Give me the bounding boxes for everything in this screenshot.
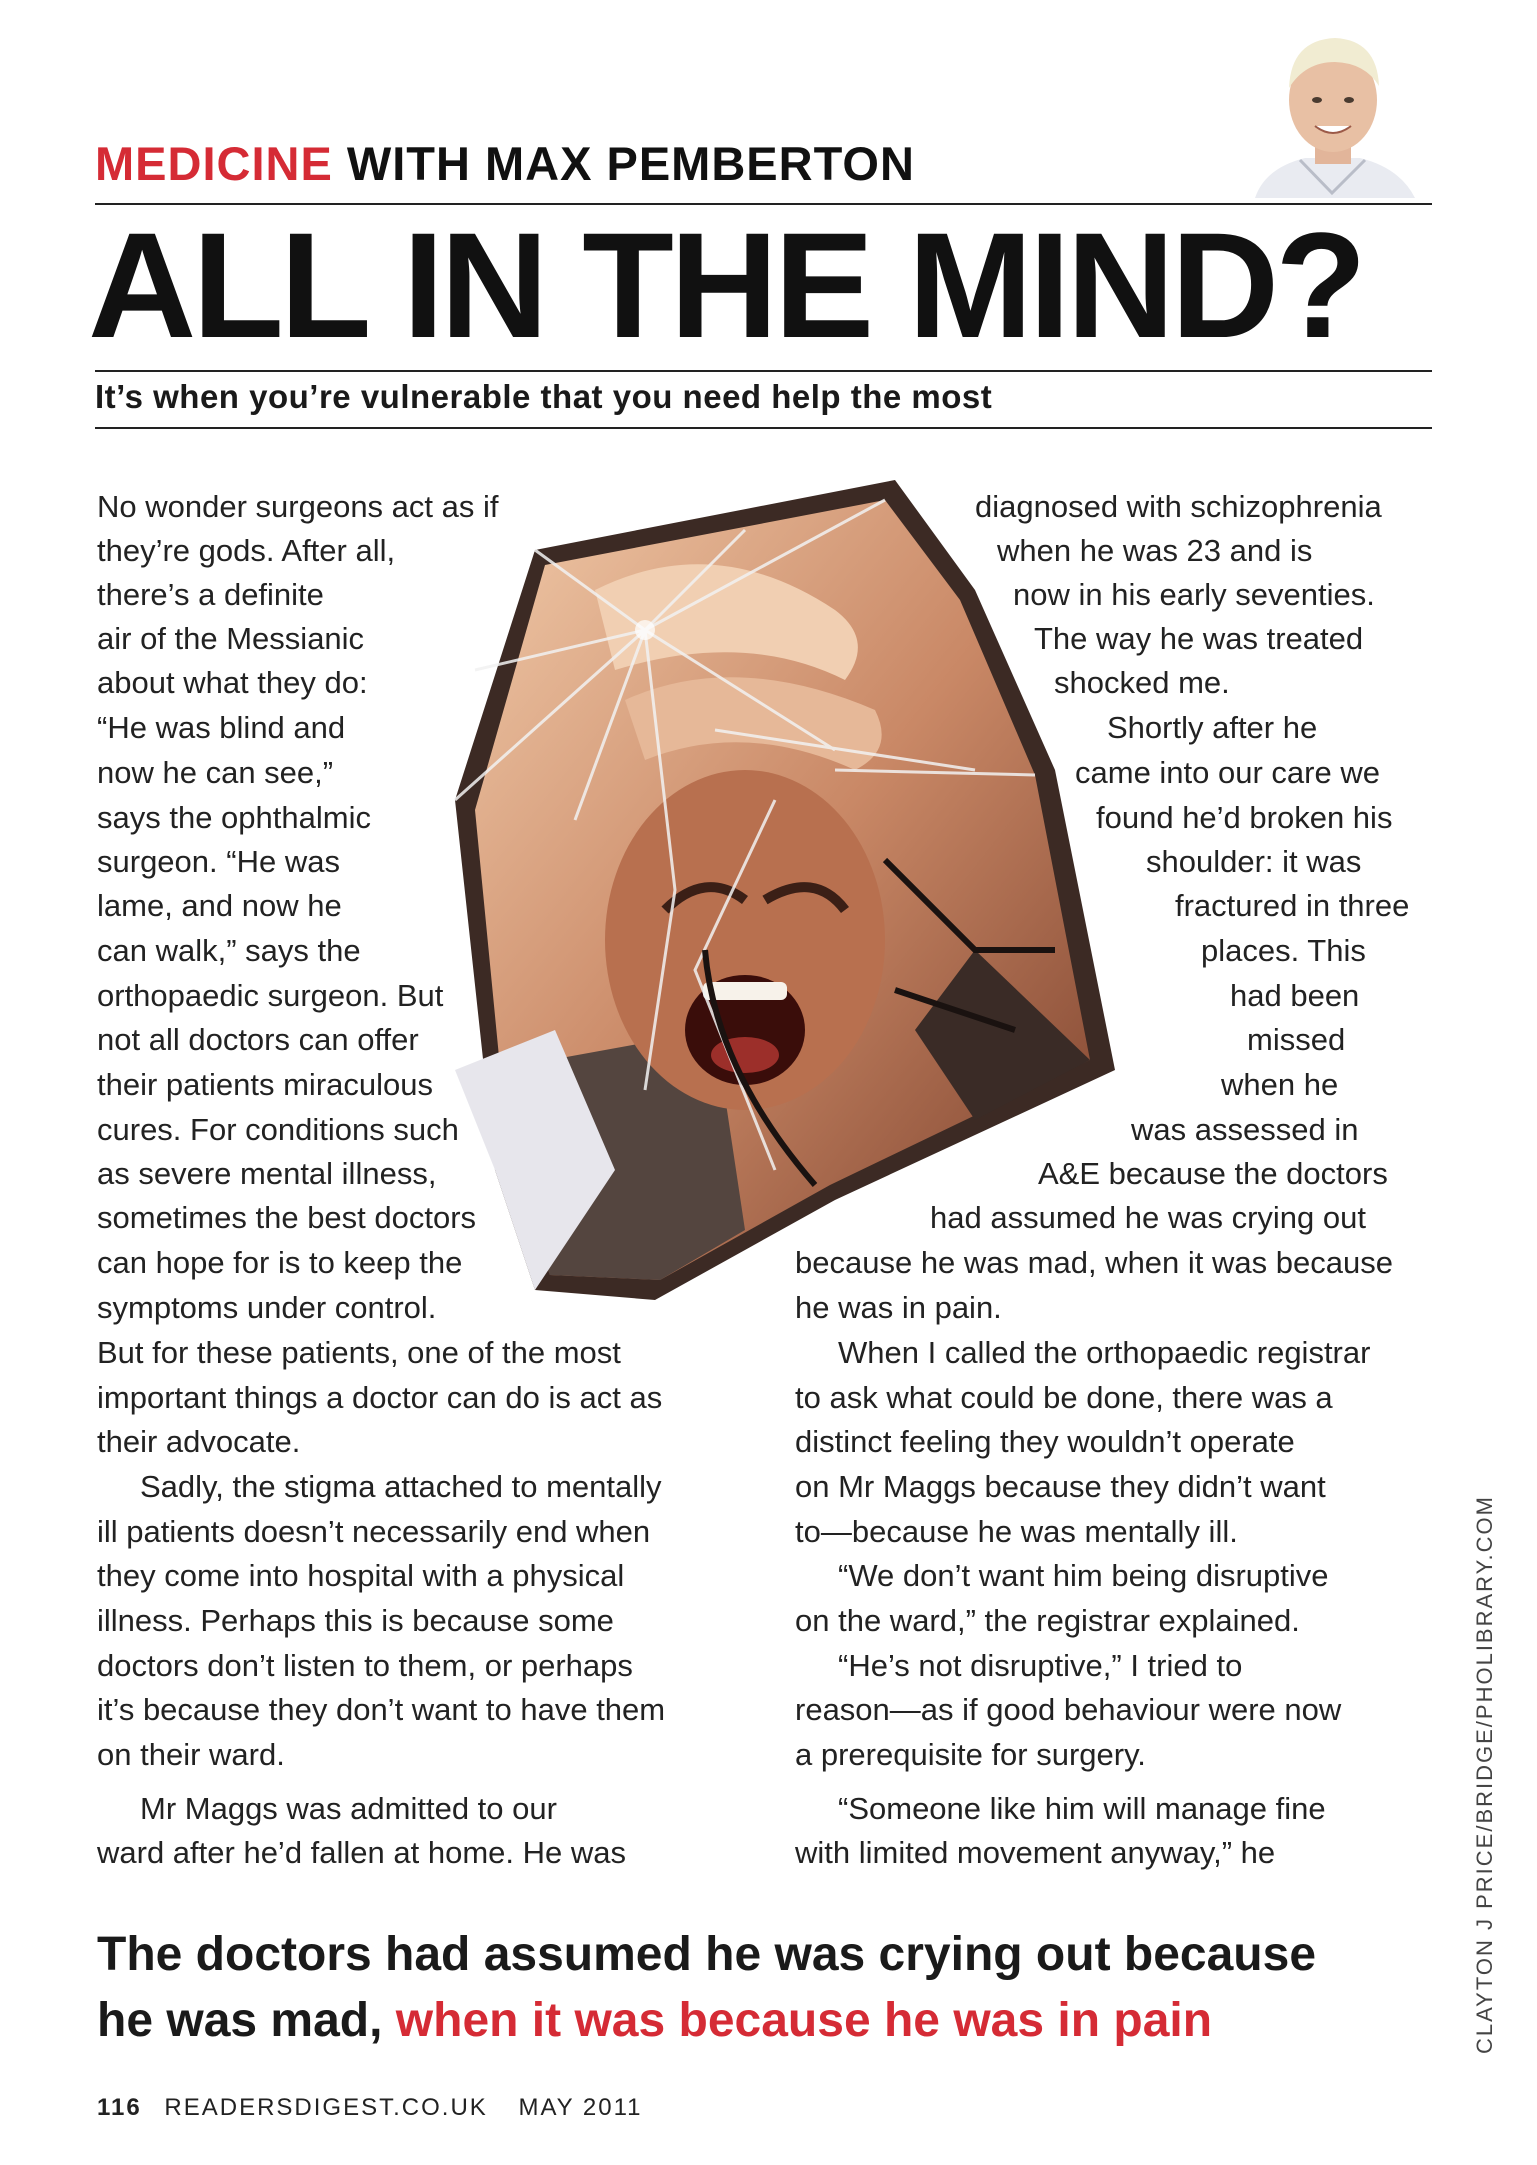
- body-line: Shortly after he: [1107, 710, 1318, 745]
- body-line: The way he was treated: [1034, 621, 1364, 656]
- shattered-face-image: [415, 470, 1175, 1310]
- body-line: No wonder surgeons act as if: [97, 489, 499, 524]
- body-line: missed: [1247, 1022, 1346, 1057]
- body-line: diagnosed with schizophrenia: [975, 489, 1382, 524]
- body-line: shocked me.: [1054, 665, 1230, 700]
- body-line: But for these patients, one of the most: [97, 1335, 621, 1370]
- body-line: Sadly, the stigma attached to mentally: [140, 1469, 662, 1504]
- body-line: “He’s not disruptive,” I tried to: [838, 1648, 1243, 1683]
- body-line: on Mr Maggs because they didn’t want: [795, 1469, 1326, 1504]
- body-line: it’s because they don’t want to have them: [97, 1692, 666, 1727]
- body-line: he was in pain.: [795, 1290, 1002, 1325]
- body-line: can walk,” says the: [97, 933, 361, 968]
- body-line: Mr Maggs was admitted to our: [140, 1791, 557, 1826]
- body-line: places. This: [1201, 933, 1366, 968]
- body-line: distinct feeling they wouldn’t operate: [795, 1424, 1295, 1459]
- body-line: fractured in three: [1175, 888, 1410, 923]
- body-line: now he can see,”: [97, 755, 334, 790]
- body-line: about what they do:: [97, 665, 368, 700]
- body-line: they come into hospital with a physical: [97, 1558, 625, 1593]
- headline: ALL IN THE MIND?: [88, 201, 1363, 369]
- body-line: ward after he’d fallen at home. He was: [97, 1835, 626, 1870]
- issue-date: MAY 2011: [518, 2094, 643, 2121]
- body-line: orthopaedic surgeon. But: [97, 978, 444, 1013]
- body-line: “He was blind and: [97, 710, 346, 745]
- body-line: not all doctors can offer: [97, 1022, 419, 1057]
- body-line: their patients miraculous: [97, 1067, 433, 1102]
- body-line: cures. For conditions such: [97, 1112, 459, 1147]
- body-line: important things a doctor can do is act as: [97, 1380, 663, 1415]
- body-line: to—because he was mentally ill.: [795, 1514, 1238, 1549]
- body-line: ill patients doesn’t necessarily end when: [97, 1514, 651, 1549]
- body-line: “Someone like him will manage fine: [838, 1791, 1326, 1826]
- body-line: surgeon. “He was: [97, 844, 340, 879]
- body-line: now in his early seventies.: [1013, 577, 1375, 612]
- section-kicker: MEDICINE: [95, 137, 333, 190]
- body-line: doctors don’t listen to them, or perhaps: [97, 1648, 633, 1683]
- body-line: was assessed in: [1131, 1112, 1359, 1147]
- body-line: a prerequisite for surgery.: [795, 1737, 1146, 1772]
- body-line: on their ward.: [97, 1737, 285, 1772]
- body-line: A&E because the doctors: [1038, 1156, 1388, 1191]
- page-number: 116: [97, 2094, 142, 2121]
- body-line: because he was mad, when it was because: [795, 1245, 1393, 1280]
- body-line: as severe mental illness,: [97, 1156, 437, 1191]
- body-line: found he’d broken his: [1096, 800, 1393, 835]
- body-line: reason—as if good behaviour were now: [795, 1692, 1342, 1727]
- site-url: READERSDIGEST.CO.UK: [164, 2094, 488, 2121]
- pull-quote-red: when it was because he was in pain: [382, 1994, 1213, 2047]
- body-line: had assumed he was crying out: [930, 1200, 1366, 1235]
- pull-quote-black: he was mad,: [97, 1994, 383, 2047]
- body-line: shoulder: it was: [1146, 844, 1362, 879]
- standfirst-rule: [95, 427, 1432, 429]
- body-line: there’s a definite: [97, 577, 324, 612]
- pull-quote-line: [97, 1988, 1316, 2054]
- body-line: on the ward,” the registrar explained.: [795, 1603, 1300, 1638]
- body-line: can hope for is to keep the: [97, 1245, 463, 1280]
- photo-credit: CLAYTON J PRICE/BRIDGE/PHOLIBRARY.COM: [1472, 1495, 1497, 2054]
- body-line: they’re gods. After all,: [97, 533, 396, 568]
- body-line: says the ophthalmic: [97, 800, 371, 835]
- body-line: lame, and now he: [97, 888, 342, 923]
- column-title: [95, 136, 915, 191]
- body-line: when he: [1221, 1067, 1339, 1102]
- body-line: came into our care we: [1075, 755, 1380, 790]
- body-line: When I called the orthopaedic registrar: [838, 1335, 1371, 1370]
- headline-rule: [95, 370, 1432, 372]
- page-footer: [97, 2094, 643, 2122]
- body-line: “We don’t want him being disruptive: [838, 1558, 1329, 1593]
- columnist-byline: WITH MAX PEMBERTON: [346, 137, 915, 190]
- pull-quote-line: The doctors had assumed he was crying out because: [97, 1928, 1317, 1981]
- body-line: illness. Perhaps this is because some: [97, 1603, 614, 1638]
- standfirst: It’s when you’re vulnerable that you need help the most: [95, 378, 993, 415]
- body-line: their advocate.: [97, 1424, 301, 1459]
- body-line: when he was 23 and is: [997, 533, 1313, 568]
- pull-quote: [97, 1922, 1316, 2054]
- body-line: with limited movement anyway,” he: [795, 1835, 1276, 1870]
- columnist-portrait: [1245, 18, 1420, 198]
- body-line: had been: [1230, 978, 1360, 1013]
- body-line: air of the Messianic: [97, 621, 365, 656]
- body-line: to ask what could be done, there was a: [795, 1380, 1333, 1415]
- body-line: sometimes the best doctors: [97, 1200, 477, 1235]
- body-line: symptoms under control.: [97, 1290, 437, 1325]
